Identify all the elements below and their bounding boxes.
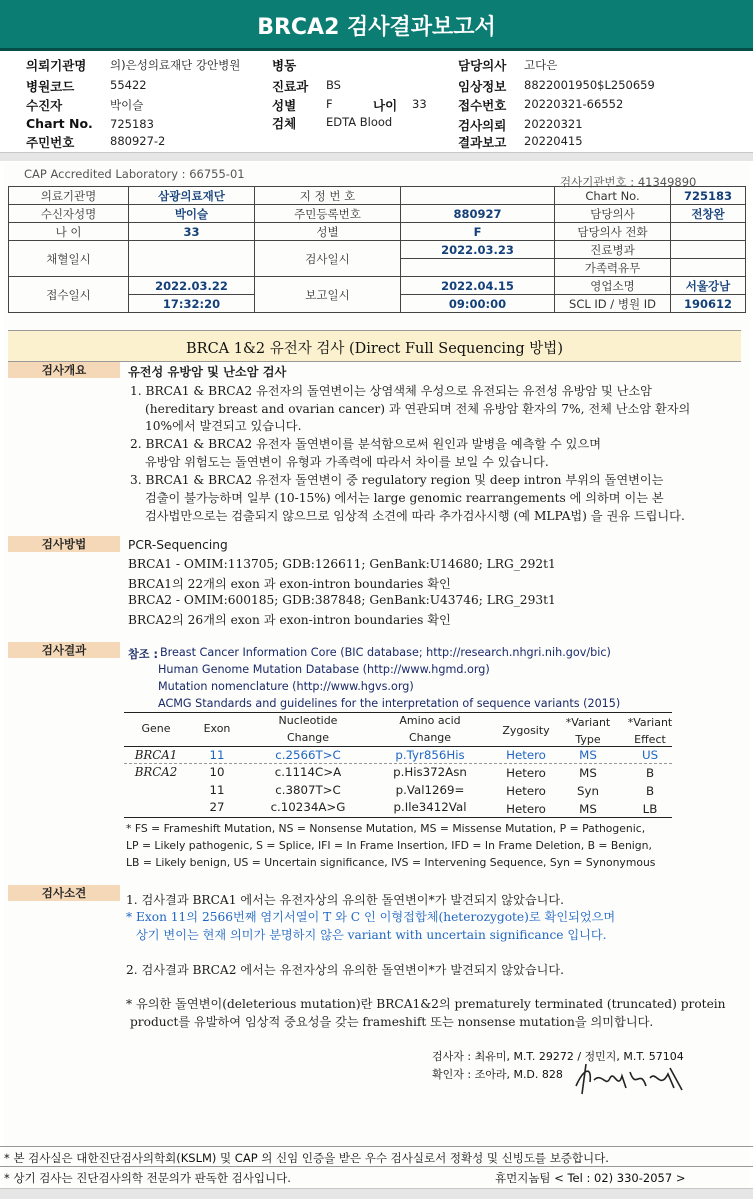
info-label: 보고일시	[255, 277, 401, 313]
info-label: 검사일시	[255, 241, 401, 277]
overview-line: 2. BRCA1 & BRCA2 유전자 돌연변이를 분석함으로써 원인과 발병을 예측할 수 있으며	[130, 437, 601, 451]
info-label: 접수일시	[9, 277, 129, 313]
cell-variant-type: MS	[579, 766, 597, 780]
info-value: 190612	[671, 295, 746, 313]
col-header-variant-type: Type	[575, 733, 601, 746]
header-value-department: BS	[326, 78, 341, 92]
scanned-report	[4, 162, 749, 1196]
abbreviation-note: LB = Likely benign, US = Uncertain significance, IVS = Intervening Sequence, Syn = Synonymous	[126, 856, 656, 869]
header-label-ward: 병동	[272, 58, 297, 73]
col-header-nucleotide-change: Change	[286, 731, 330, 744]
header-value-patient: 박이슬	[110, 98, 144, 112]
cell-variant-type: MS	[579, 748, 597, 762]
header-label-accession: 접수번호	[458, 98, 507, 113]
header-value-institution: 의)은성의료재단 강안병원	[110, 58, 241, 72]
cell-nucleotide: c.2566T>C	[275, 748, 341, 762]
info-label: 의료기관명	[9, 187, 129, 205]
info-value: 2022.04.15	[401, 277, 555, 295]
info-value: F	[401, 223, 555, 241]
header-label-chart-no: Chart No.	[26, 116, 93, 131]
overview-line: 10%에서 발견되고 있습니다.	[145, 419, 302, 433]
cell-exon: 11	[209, 783, 225, 797]
header-label-patient: 수진자	[26, 98, 63, 113]
header-value-clinical-info: 8822001950$L250659	[524, 78, 655, 92]
header-value-chart-no: 725183	[110, 117, 154, 131]
table-rule	[124, 746, 672, 747]
cell-amino-acid: p.Val1269=	[395, 783, 465, 797]
method-line: BRCA1 - OMIM:113705; GDB:126611; GenBank:U14680; LRG_292t1	[128, 557, 556, 571]
info-label: 진료병과	[555, 241, 671, 259]
cell-variant-effect: B	[645, 784, 655, 798]
col-header-variant: *Variant	[627, 716, 673, 729]
info-label: 담당의사 전화	[555, 223, 671, 241]
reference-line: ACMG Standards and guidelines for the interpretation of sequence variants (2015)	[158, 697, 621, 710]
info-label: 나 이	[9, 223, 129, 241]
info-value	[671, 259, 746, 277]
cell-variant-type: Syn	[577, 784, 599, 798]
finding-line: * 유의한 돌연변이(deleterious mutation)란 BRCA1&2의 prematurely terminated (truncated) protein	[126, 997, 726, 1011]
col-header-nucleotide: Nucleotide	[278, 714, 338, 727]
cell-nucleotide: c.1114C>A	[274, 765, 342, 779]
section-title: BRCA 1&2 유전자 검사 (Direct Full Sequencing 방법)	[186, 341, 563, 357]
patient-info-table	[8, 186, 746, 313]
info-value: 2022.03.22	[129, 277, 255, 295]
info-label: 가족력유무	[555, 259, 671, 277]
result-tag: 검사결과	[8, 642, 120, 658]
finding-line: product를 유발하여 임상적 중요성을 갖는 frameshift 또는 nonsense mutation을 의미합니다.	[130, 1015, 654, 1029]
info-label: SCL ID / 병원 ID	[555, 295, 671, 313]
info-label: 주민등록번호	[255, 205, 401, 223]
header-value-age: 33	[412, 97, 427, 111]
method-line: BRCA1의 22개의 exon 과 exon-intron boundaries 확인	[128, 577, 451, 591]
cell-variant-effect: US	[641, 748, 659, 762]
info-value	[671, 241, 746, 259]
cell-exon: 27	[209, 800, 225, 814]
header-value-specimen: EDTA Blood	[326, 115, 393, 129]
finding-line: 1. 검사결과 BRCA1 에서는 유전자상의 유의한 돌연변이*가 발견되지 않았습니다.	[126, 893, 565, 907]
col-header-zygosity: Zygosity	[502, 724, 550, 737]
cell-exon: 11	[209, 748, 225, 762]
handwritten-signature-icon	[570, 1060, 690, 1098]
method-tag: 검사방법	[8, 536, 120, 552]
info-value: 서울강남	[671, 277, 746, 295]
abbreviation-note: LP = Likely pathogenic, S = Splice, IFI = In Frame Insertion, IFD = In Frame Deletion, B = Benign,	[126, 839, 652, 852]
header-label-id: 주민번호	[26, 135, 75, 150]
finding-line: 상기 변이는 현재 의미가 분명하지 않은 variant with uncertain significance 입니다.	[136, 928, 607, 942]
bottom-separator	[0, 1188, 753, 1199]
header-label-doctor: 담당의사	[458, 58, 507, 73]
examiner-signature: 검사자 : 최유미, M.T. 29272 / 정민지, M.T. 57104	[432, 1050, 684, 1063]
info-value: 삼광의료재단	[129, 187, 255, 205]
cell-gene: BRCA1	[134, 748, 178, 762]
finding-line: 2. 검사결과 BRCA2 에서는 유전자상의 유의한 돌연변이*가 발견되지 않았습니다.	[126, 963, 565, 977]
info-value	[401, 259, 555, 277]
overview-line: 검출이 불가능하며 일부 (10-15%) 에서는 large genomic rearrangements 에 의하며 이는 본	[145, 491, 664, 505]
info-value: 33	[129, 223, 255, 241]
confirmer-signature: 확인자 : 조아라, M.D. 828	[432, 1068, 563, 1081]
header-label-age: 나이	[373, 98, 398, 113]
cell-zygosity: Hetero	[506, 748, 546, 762]
cell-variant-effect: B	[645, 766, 655, 780]
method-line: BRCA2의 26개의 exon 과 exon-intron boundaries 확인	[128, 613, 451, 627]
header-value-doctor: 고다은	[524, 58, 558, 72]
table-rule	[124, 817, 672, 818]
header-label-sex: 성별	[272, 98, 297, 113]
header-label-specimen: 검체	[272, 116, 297, 131]
footer-specialist-note: * 상기 검사는 진단검사의학 전문의가 판독한 검사입니다.	[4, 1171, 291, 1185]
overview-line: (hereditary breast and ovarian cancer) 과 연관되며 전체 유방암 환자의 7%, 전체 난소암 환자의	[145, 402, 691, 416]
info-label: 성별	[255, 223, 401, 241]
footer-contact: 휴먼지놈팀 < Tel : 02) 330-2057 >	[495, 1171, 686, 1185]
reference-label: 참조 :	[128, 648, 158, 661]
col-header-gene: Gene	[141, 722, 171, 735]
cell-amino-acid: p.Ile3412Val	[393, 800, 467, 814]
table-rule	[124, 712, 672, 713]
title-bar	[0, 0, 753, 51]
info-label: 수신자성명	[9, 205, 129, 223]
institution-number: 검사기관번호 : 41349890	[560, 175, 697, 189]
header-value-sex: F	[326, 97, 333, 111]
cell-amino-acid: p.Tyr856His	[395, 748, 465, 762]
info-value: 09:00:00	[401, 295, 555, 313]
reference-line: Mutation nomenclature (http://www.hgvs.org)	[158, 680, 414, 693]
info-label: Chart No.	[555, 187, 671, 205]
info-label: 담당의사	[555, 205, 671, 223]
method-line: PCR-Sequencing	[128, 538, 228, 552]
header-label-institution: 의뢰기관명	[26, 58, 87, 73]
header-value-request-date: 20220321	[524, 117, 583, 131]
method-line: BRCA2 - OMIM:600185; GDB:387848; GenBank:U43746; LRG_293t1	[128, 593, 556, 607]
finding-line: * Exon 11의 2566번째 염기서열이 T 와 C 인 이형접합체(heterozygote)로 확인되었으며	[126, 910, 616, 924]
overview-line: 3. BRCA1 & BRCA2 유전자 돌연변이 중 regulatory region 및 deep intron 부위의 돌연변이는	[130, 473, 664, 487]
cell-zygosity: Hetero	[506, 766, 546, 780]
cell-gene: BRCA2	[134, 765, 178, 779]
cell-variant-type: MS	[579, 802, 597, 816]
info-label: 지 정 번 호	[255, 187, 401, 205]
header-separator	[0, 152, 753, 161]
col-header-variant: *Variant	[565, 716, 611, 729]
info-label: 채혈일시	[9, 241, 129, 277]
cap-accreditation: CAP Accredited Laboratory : 66755-01	[24, 167, 245, 181]
reference-line: Human Genome Mutation Database (http://www.hgmd.org)	[158, 663, 490, 676]
overview-line: 1. BRCA1 & BRCA2 유전자의 돌연변이는 상염색체 우성으로 유전되는 유전성 유방암 및 난소암	[130, 384, 652, 398]
cell-variant-effect: LB	[642, 802, 658, 816]
overview-tag: 검사개요	[8, 362, 120, 378]
header-value-report-date: 20220415	[524, 134, 583, 148]
col-header-amino-acid: Amino acid	[399, 714, 461, 727]
info-label: 영업소명	[555, 277, 671, 295]
col-header-variant-effect: Effect	[634, 733, 666, 746]
cell-nucleotide: c.3807T>C	[275, 783, 341, 797]
row-separator	[124, 763, 672, 764]
abbreviation-note: * FS = Frameshift Mutation, NS = Nonsense Mutation, MS = Missense Mutation, P = Pathogenic,	[126, 822, 646, 835]
footer-rule	[0, 1166, 753, 1167]
info-value: 17:32:20	[129, 295, 255, 313]
info-value: 880927	[401, 205, 555, 223]
header-value-accession: 20220321-66552	[524, 97, 624, 111]
info-value	[671, 223, 746, 241]
info-value: 2022.03.23	[401, 241, 555, 259]
footer-certification: * 본 검사실은 대한진단검사의학회(KSLM) 및 CAP 의 신임 인증을 받은 우수 검사실로서 정확성 및 신빙도를 보증합니다.	[4, 1151, 609, 1165]
info-value: 박이슬	[129, 205, 255, 223]
report-title: BRCA2 검사결과보고서	[257, 15, 496, 40]
info-value: 전창완	[671, 205, 746, 223]
header-label-report-date: 결과보고	[458, 135, 507, 150]
findings-tag: 검사소견	[8, 885, 120, 901]
header-label-department: 진료과	[272, 79, 309, 94]
overview-line: 유방암 위험도는 돌연변이 유형과 가족력에 따라서 차이를 보일 수 있습니다.	[145, 455, 549, 469]
header-value-id: 880927-2	[110, 134, 166, 148]
cell-amino-acid: p.His372Asn	[393, 765, 467, 779]
col-header-amino-acid-change: Change	[408, 731, 452, 744]
header-label-request-date: 검사의뢰	[458, 118, 507, 133]
overview-line: 검사법만으로는 검출되지 않으므로 임상적 소견에 따라 추가검사시행 (예 MLPA법) 을 권유 드립니다.	[145, 509, 685, 523]
info-value	[129, 241, 255, 277]
cell-nucleotide: c.10234A>G	[270, 800, 346, 814]
overview-heading: 유전성 유방암 및 난소암 검사	[128, 365, 287, 379]
header-value-hospital-code: 55422	[110, 78, 147, 92]
header-label-clinical-info: 임상정보	[458, 79, 507, 94]
section-title-bar	[8, 330, 741, 362]
footer-rule	[0, 1146, 753, 1147]
cell-exon: 10	[209, 765, 225, 779]
info-value: 725183	[671, 187, 746, 205]
cell-zygosity: Hetero	[506, 802, 546, 816]
cell-zygosity: Hetero	[506, 784, 546, 798]
info-value	[401, 187, 555, 205]
reference-line: Breast Cancer Information Core (BIC database; http://research.nhgri.nih.gov/bic)	[160, 646, 611, 659]
header-label-hospital-code: 병원코드	[26, 79, 75, 94]
col-header-exon: Exon	[203, 722, 231, 735]
